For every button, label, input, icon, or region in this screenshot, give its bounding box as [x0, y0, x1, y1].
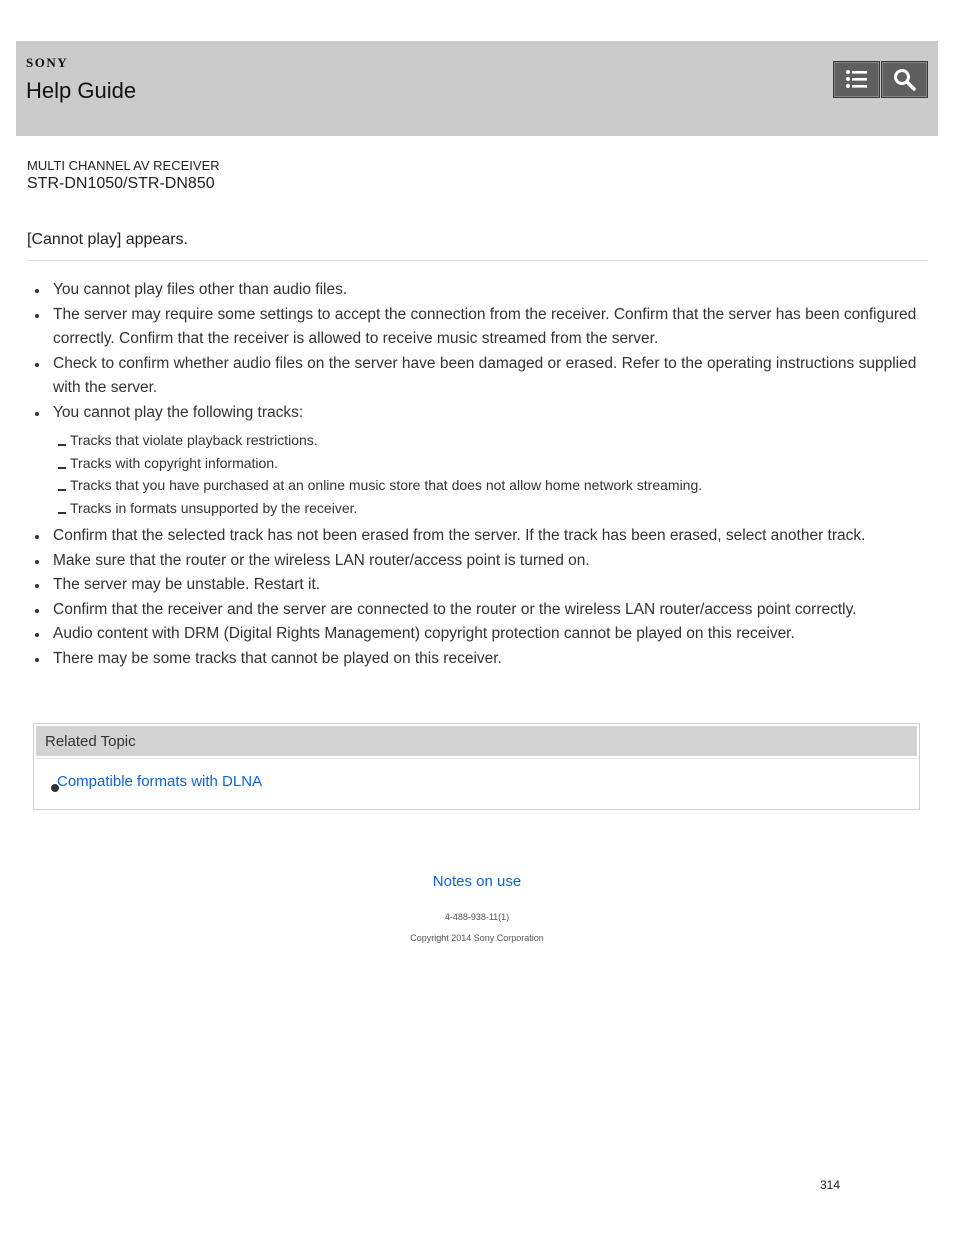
related-divider: [36, 758, 917, 759]
list-item: Make sure that the router or the wireless LAN router/access point is turned on.: [27, 549, 928, 574]
list-item: Check to confirm whether audio files on the server have been damaged or erased. Refer to the operating instructions supplied with the server.: [27, 352, 928, 401]
bullet-icon: [35, 289, 39, 293]
list-item: Confirm that the selected track has not been erased from the server. If the track has been erased, select another track.: [27, 524, 928, 549]
bullet-icon: [35, 363, 39, 367]
dash-icon: [58, 489, 66, 491]
list-item: The server may be unstable. Restart it.: [27, 573, 928, 598]
related-topic-box: [33, 723, 920, 810]
sub-list-item: Tracks that you have purchased at an online music store that does not allow home network streaming.: [53, 474, 928, 497]
bullet-icon: [35, 633, 39, 637]
list-item: The server may require some settings to accept the connection from the receiver. Confirm that the server has been configured correctly. Confirm that the receiver is allowed to receive music streamed from the server.: [27, 303, 928, 352]
list-item: Confirm that the receiver and the server are connected to the router or the wireless LAN router/access point correctly.: [27, 598, 928, 623]
bullet-icon: [35, 535, 39, 539]
sub-list-item: Tracks in formats unsupported by the receiver.: [53, 497, 928, 520]
bullet-icon: [35, 658, 39, 662]
sub-list: [53, 429, 928, 519]
header-bar: [16, 41, 938, 136]
article-content: [27, 278, 928, 671]
bullet-list: [27, 278, 928, 671]
list-item: You cannot play the following tracks: Tracks that violate playback restrictions. Tracks with copyright information. Tracks that you have purchased at an online music store that does not allow home network streaming. Tracks in formats unsupported by the receiver.: [27, 401, 928, 520]
list-item: There may be some tracks that cannot be played on this receiver.: [27, 647, 928, 672]
related-link-dlna[interactable]: Compatible formats with DLNA: [57, 773, 263, 790]
list-item: You cannot play files other than audio files.: [27, 278, 928, 303]
bullet-icon: [35, 412, 39, 416]
bullet-icon: [35, 560, 39, 564]
page-number: 314: [820, 1178, 841, 1192]
page-title: [Cannot play] appears.: [27, 231, 188, 248]
brand-logo: SONY: [26, 55, 69, 70]
list-icon: [834, 62, 879, 97]
bullet-icon: [35, 314, 39, 318]
sub-list-item: Tracks with copyright information.: [53, 452, 928, 475]
search-button[interactable]: [881, 61, 928, 98]
sub-list-item: Tracks that violate playback restrictions.: [53, 429, 928, 452]
title-divider: [27, 260, 928, 261]
document-number: 4-488-938-11(1): [444, 912, 510, 922]
product-category: MULTI CHANNEL AV RECEIVER: [27, 158, 220, 173]
help-guide-title[interactable]: Help Guide: [26, 78, 137, 103]
bullet-icon: [35, 584, 39, 588]
toc-button[interactable]: [833, 61, 880, 98]
search-icon: [882, 62, 927, 97]
copyright-text: Copyright 2014 Sony Corporation: [410, 933, 544, 943]
dash-icon: [58, 467, 66, 469]
list-item: Audio content with DRM (Digital Rights Management) copyright protection cannot be played on this receiver.: [27, 622, 928, 647]
related-topic-heading: Related Topic: [45, 733, 136, 750]
related-topic-header: [36, 726, 917, 756]
bullet-icon: [35, 609, 39, 613]
dash-icon: [58, 444, 66, 446]
dash-icon: [58, 512, 66, 514]
notes-on-use-link[interactable]: Notes on use: [432, 873, 522, 890]
product-model: STR-DN1050/STR-DN850: [27, 175, 215, 192]
